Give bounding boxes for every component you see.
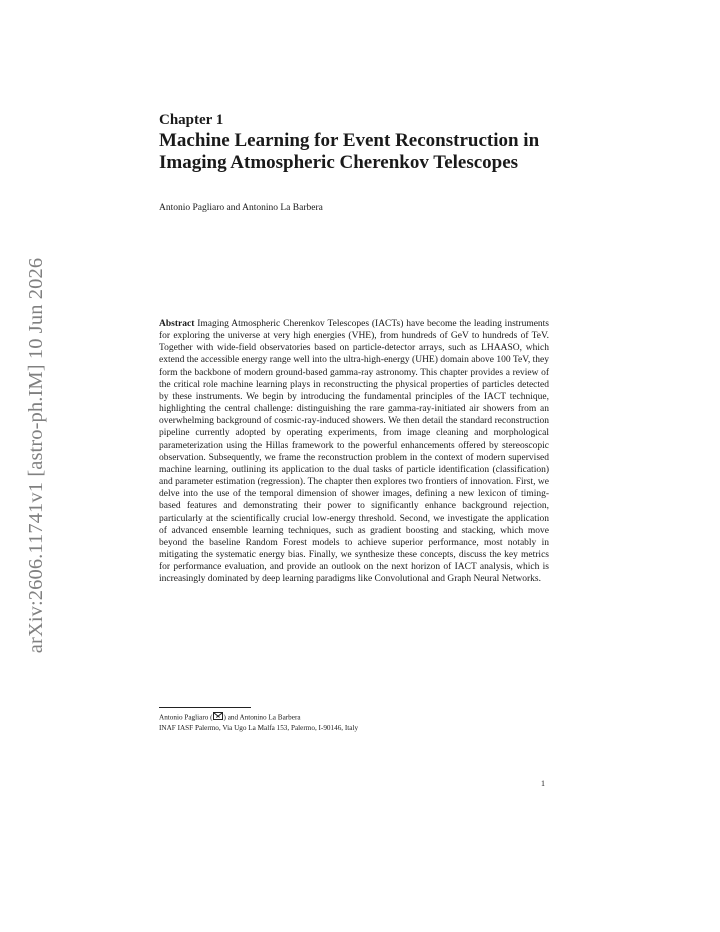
- abstract-text: Imaging Atmospheric Cherenkov Telescopes (IACTs) have become the leading instruments for exploring the universe at very high energies (VHE), from hundreds of GeV to hundreds of TeV. Together with wide-field observatories based on particle-detector arrays, such as LHAASO, which extend the accessible energy range well into the ultra-high-energy (UHE) domain above 100 TeV, they form the backbone of modern ground-based gamma-ray astronomy. This chapter provides a review of the critical role machine learning plays in reconstructing the physical properties of particles detected by these instruments. We begin by introducing the fundamental principles of the IACT technique, highlighting the central challenge: distinguishing the rare gamma-ray-initiated air showers from an overwhelming background of cosmic-ray-induced showers. We then detail the standard reconstruction pipeline currently adopted by operating experiments, from image cleaning and morphological parameterization using the Hillas framework to the powerful enhancements offered by stereoscopic observation. Subsequently, we frame the reconstruction problem in the context of modern supervised machine learning, outlining its application to the dual tasks of particle identification (classification) and parameter estimation (regression). The chapter then explores two frontiers of innovation. First, we delve into the use of the temporal dimension of shower images, defining a new lexicon of timing-based features and demonstrating their power to significantly enhance background rejection, particularly at the scientifically crucial low-energy threshold. Second, we investigate the application of advanced ensemble learning techniques, such as gradient boosting and stacking, which move beyond the baseline Random Forest models to achieve superior performance, most notably in mitigating the systematic energy bias. Finally, we synthesize these concepts, discuss the key metrics for performance evaluation, and provide an outlook on the next horizon of IACT analysis, which is increasingly dominated by deep learning paradigms like Convolutional and Graph Neural Networks.: [159, 319, 550, 585]
- institution-address: INAF IASF Palermo, Via Ugo La Malfa 153, Palermo, I-90146, Italy: [159, 723, 359, 732]
- page-number: 1: [541, 779, 545, 788]
- arxiv-identifier-text: arXiv:2606.11741v1 [astro-ph.IM] 10 Jun 2026: [25, 257, 48, 653]
- chapter-title-line-2: Imaging Atmospheric Cherenkov Telescopes: [159, 152, 519, 173]
- author-list: Antonio Pagliaro and Antonino La Barbera: [159, 203, 323, 213]
- chapter-title-line-1: Machine Learning for Event Reconstruction in: [159, 130, 540, 151]
- envelope-icon[interactable]: [213, 712, 223, 720]
- arxiv-identifier-stamp: [19, 235, 55, 675]
- footnote-divider: [159, 707, 251, 708]
- chapter-label: Chapter 1: [159, 112, 224, 128]
- author-affiliation-footnote: [159, 712, 358, 733]
- abstract: [159, 318, 549, 585]
- chapter-title: [159, 130, 579, 174]
- corresponding-author-line: Antonio Pagliaro ( ) and Antonino La Barbera: [159, 713, 301, 722]
- abstract-label: Abstract: [159, 319, 195, 329]
